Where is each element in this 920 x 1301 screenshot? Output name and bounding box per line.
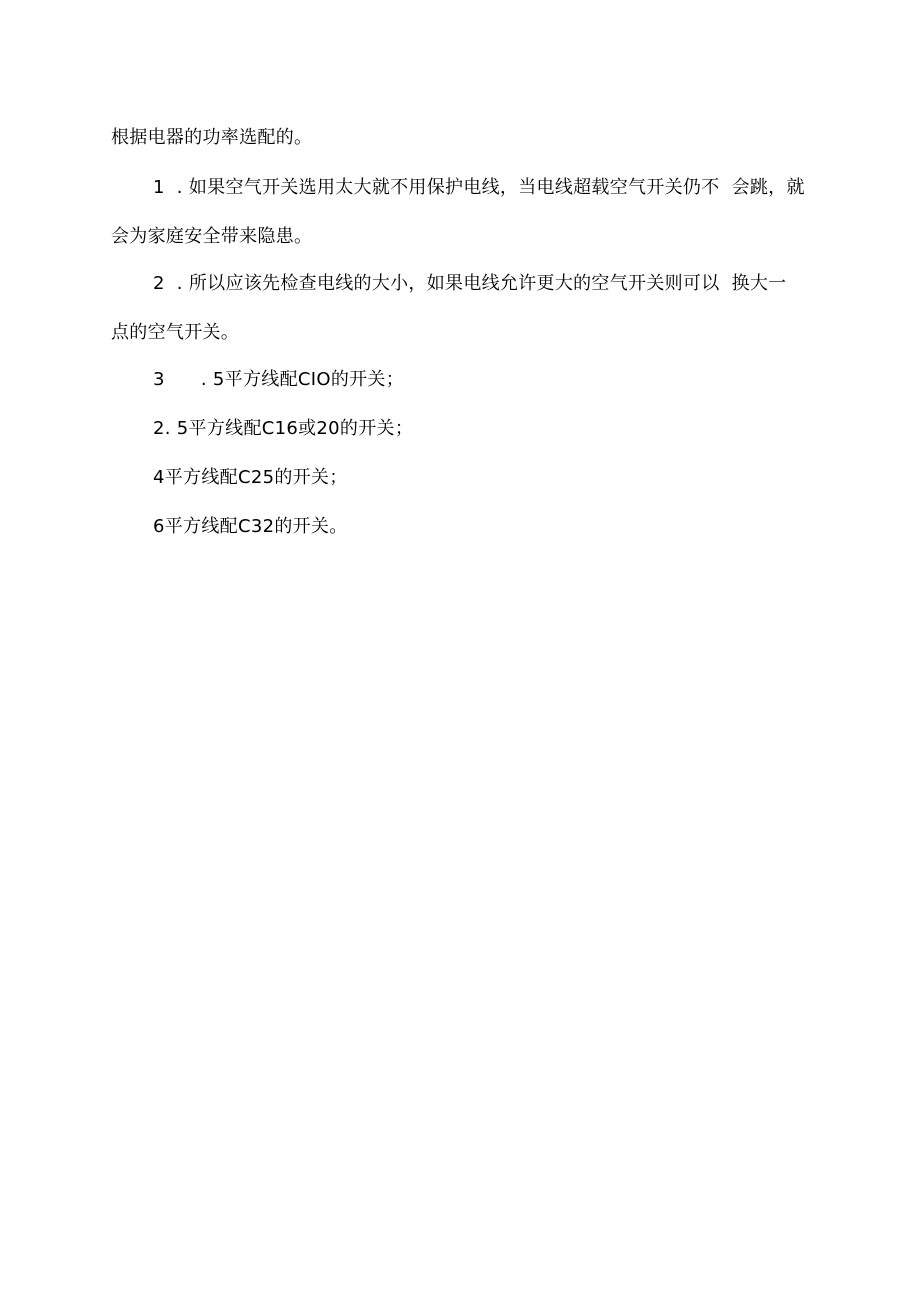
list-item-1-continuation: 会为家庭安全带来隐患。 xyxy=(111,226,313,247)
paragraph-continuation: 根据电器的功率选配的。 xyxy=(111,127,313,148)
list-item-2-continuation: 点的空气开关。 xyxy=(111,322,240,343)
spec-line-4: 4平方线配C25的开关； xyxy=(153,467,348,488)
list-item-2: 2 . 所以应该先检查电线的大小，如果电线允许更大的空气开关则可以 换大一 xyxy=(153,273,787,294)
spec-line-2-5: 2. 5平方线配C16或20的开关； xyxy=(153,418,414,439)
spec-line-6: 6平方线配C32的开关。 xyxy=(153,516,348,537)
list-item-3: 3 . 5平方线配CIO的开关； xyxy=(153,369,405,390)
list-item-1: 1 . 如果空气开关选用太大就不用保护电线，当电线超载空气开关仍不 会跳，就 xyxy=(153,177,805,198)
